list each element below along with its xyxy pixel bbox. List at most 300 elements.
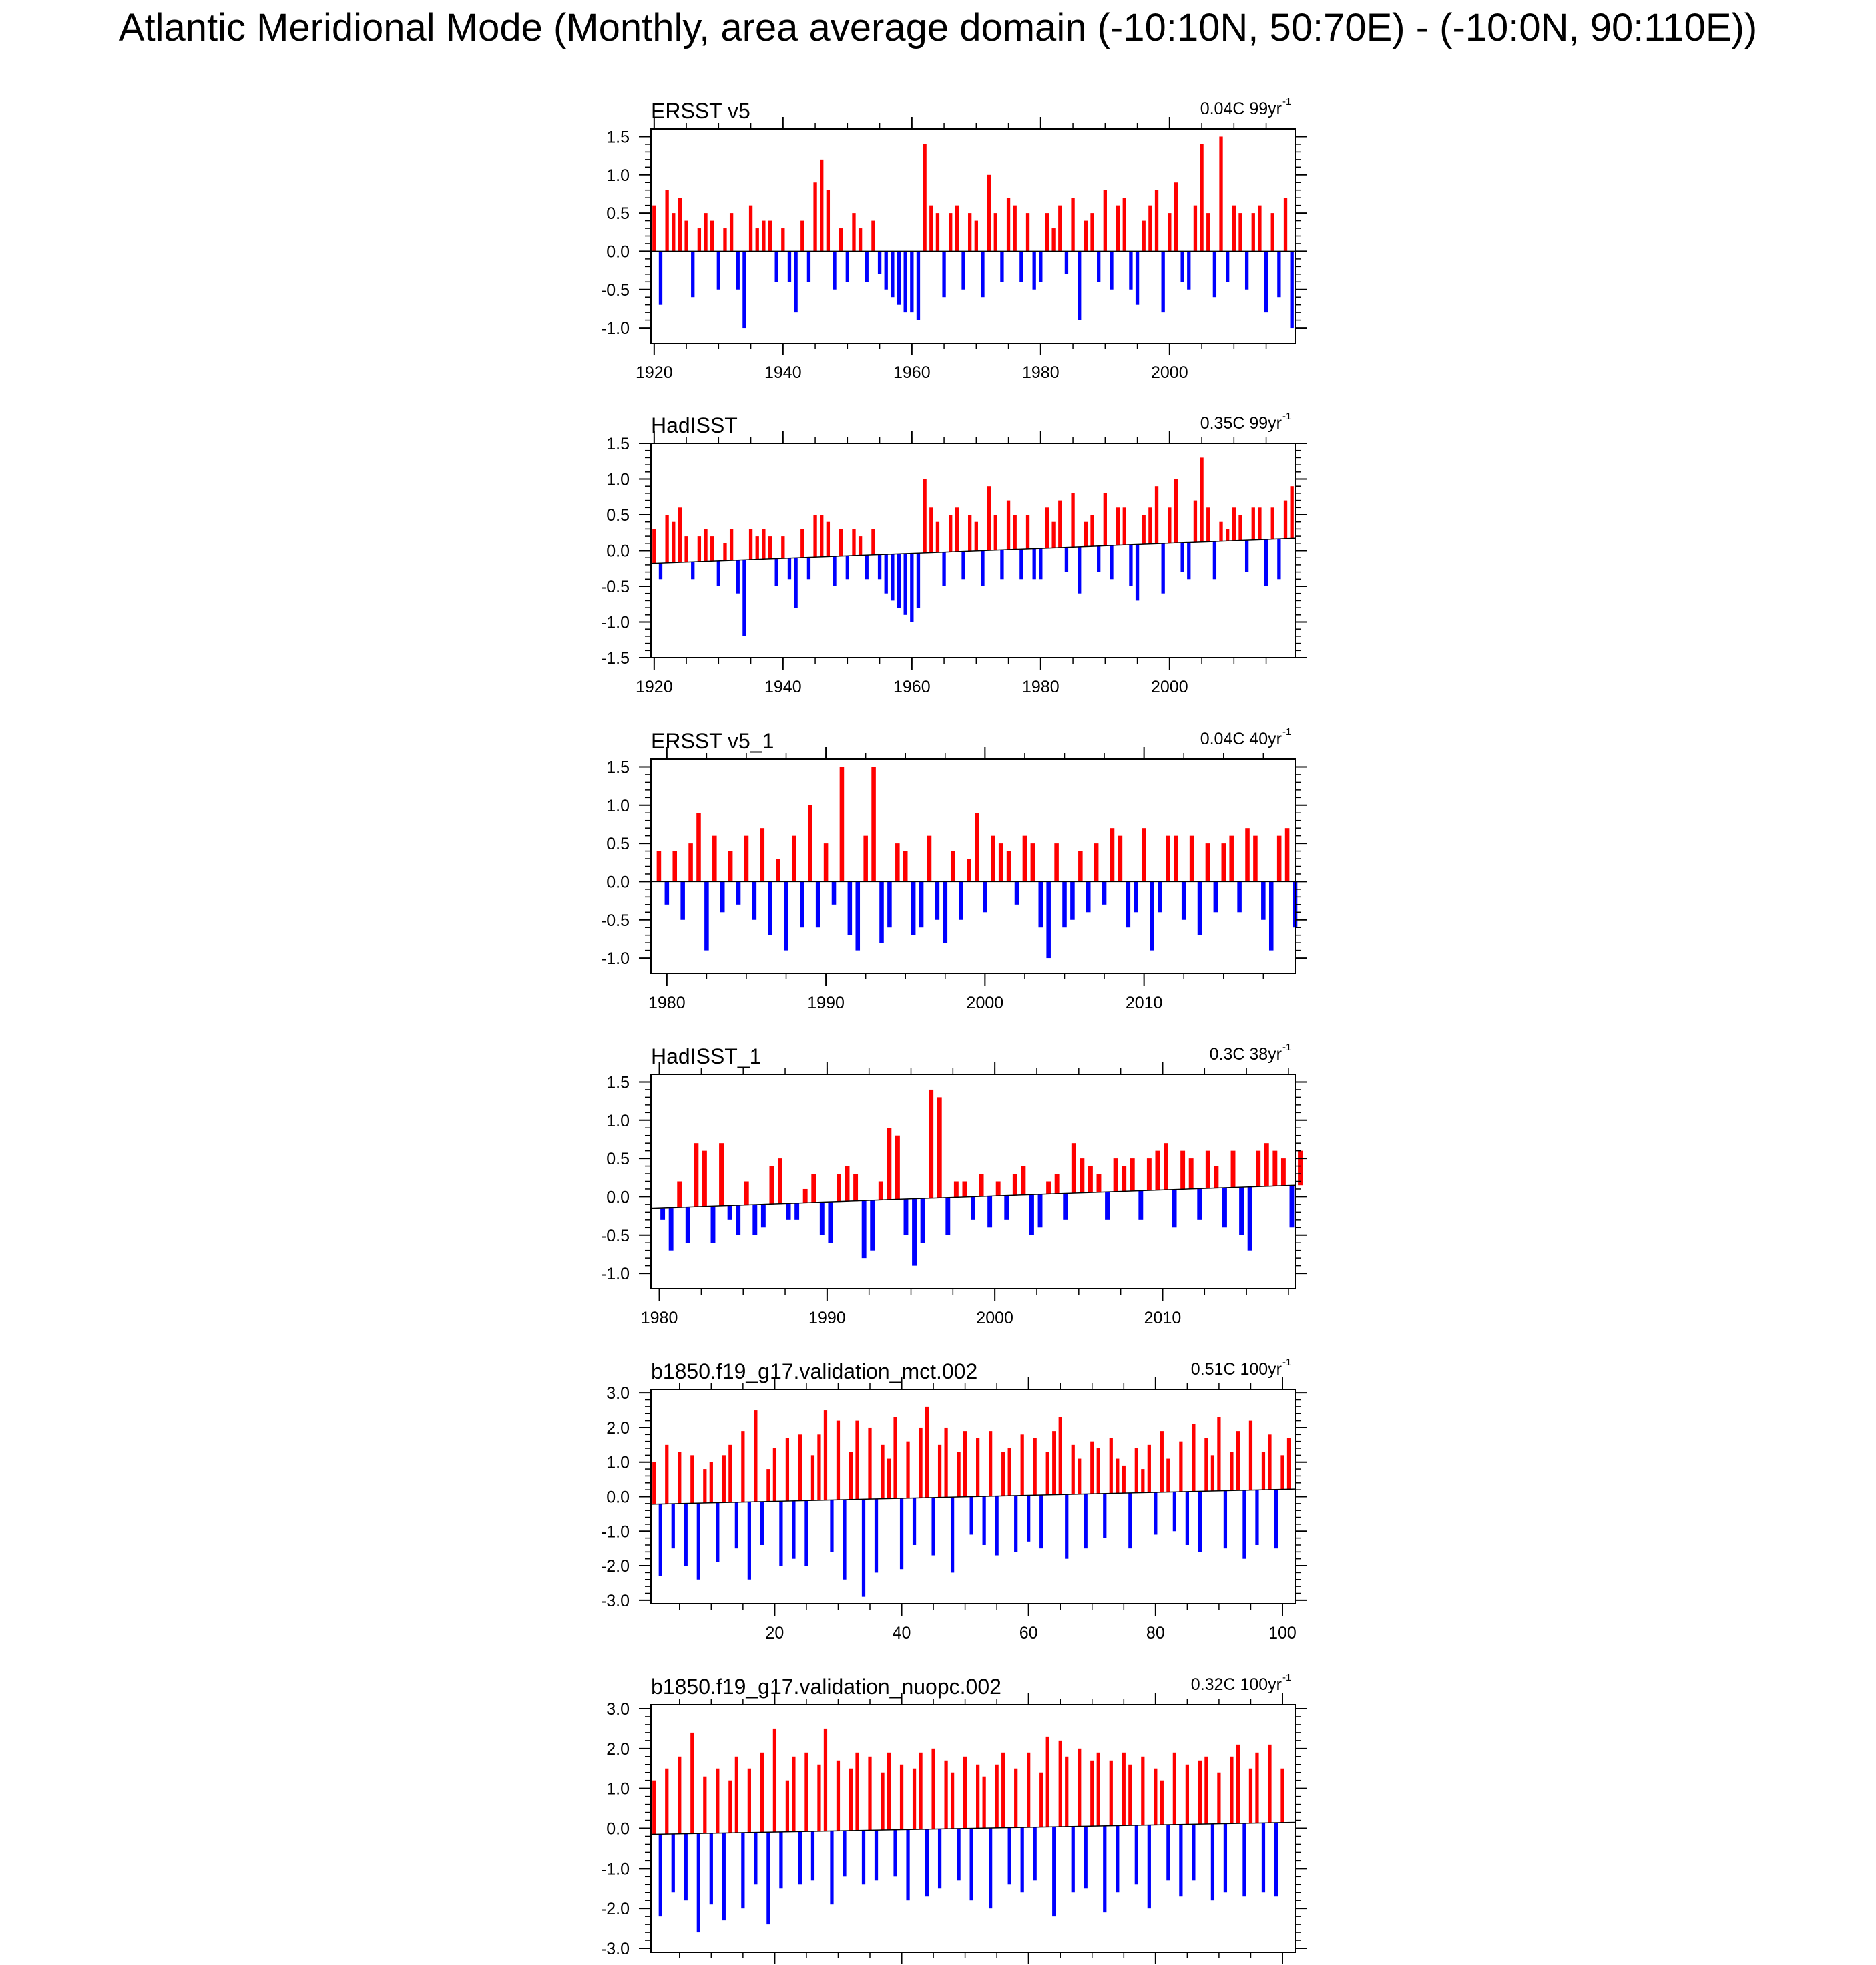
positive-bar	[730, 529, 733, 560]
trend-exponent: -1	[1282, 411, 1292, 422]
positive-bar	[1142, 221, 1146, 252]
positive-bar	[837, 1174, 841, 1202]
positive-bar	[994, 515, 997, 550]
panel-title: HadISST_1	[651, 1044, 762, 1068]
negative-bar	[754, 1833, 757, 1885]
negative-bar	[1198, 881, 1202, 935]
trend-exponent: -1	[1282, 96, 1292, 107]
positive-bar	[769, 1166, 774, 1205]
negative-bar	[913, 1498, 916, 1545]
positive-bar	[728, 1445, 732, 1502]
positive-bar	[881, 1773, 884, 1830]
negative-bar	[1065, 251, 1068, 274]
positive-bar	[1291, 486, 1294, 538]
positive-bar	[762, 529, 765, 559]
positive-bar	[868, 1757, 871, 1831]
positive-bar	[1168, 213, 1171, 251]
negative-bar	[828, 1203, 833, 1243]
negative-bar	[1291, 251, 1294, 328]
positive-bar	[1206, 1151, 1210, 1189]
x-tick-label: 2000	[976, 1309, 1013, 1327]
negative-bar	[921, 1199, 925, 1243]
positive-bar	[672, 851, 677, 882]
negative-bar	[832, 881, 837, 904]
positive-bar	[1277, 836, 1282, 882]
positive-bar	[786, 1781, 789, 1832]
positive-bar	[989, 1431, 992, 1496]
positive-bar	[792, 1757, 795, 1832]
x-tick-label: 2000	[1151, 678, 1188, 696]
negative-bar	[897, 251, 901, 304]
positive-bar	[1013, 515, 1017, 550]
negative-bar	[1136, 544, 1139, 600]
negative-bar	[981, 251, 984, 297]
positive-bar	[1141, 1469, 1144, 1492]
positive-bar	[955, 507, 959, 552]
negative-bar	[1063, 1194, 1068, 1220]
negative-bar	[862, 1830, 865, 1884]
negative-bar	[875, 1830, 878, 1880]
positive-bar	[1189, 1158, 1194, 1189]
positive-bar	[859, 536, 862, 556]
negative-bar	[987, 1196, 992, 1227]
positive-bar	[728, 851, 733, 882]
negative-bar	[931, 1498, 935, 1556]
positive-bar	[817, 1434, 820, 1500]
positive-bar	[852, 213, 855, 251]
positive-bar	[1160, 1781, 1164, 1825]
negative-bar	[659, 1504, 662, 1576]
positive-bar	[1155, 486, 1158, 543]
negative-bar	[684, 1504, 688, 1566]
negative-bar	[1126, 881, 1131, 927]
negative-bar	[1182, 881, 1186, 919]
positive-bar	[991, 836, 995, 882]
positive-bar	[1007, 198, 1010, 251]
negative-bar	[1033, 251, 1036, 289]
negative-bar	[752, 1205, 757, 1235]
positive-bar	[1058, 501, 1062, 548]
negative-bar	[951, 1497, 954, 1572]
negative-bar	[904, 1200, 909, 1235]
negative-bar	[893, 1830, 897, 1877]
positive-bar	[1039, 1773, 1043, 1827]
positive-bar	[1084, 522, 1088, 547]
positive-bar	[1194, 206, 1197, 252]
positive-bar	[800, 529, 804, 558]
y-tick-label: -2.0	[600, 1557, 630, 1576]
negative-bar	[887, 881, 892, 927]
negative-bar	[680, 881, 685, 919]
positive-bar	[853, 1174, 858, 1201]
x-tick-label: 40	[892, 1624, 911, 1643]
negative-bar	[1105, 1192, 1110, 1220]
positive-bar	[1179, 1442, 1182, 1492]
positive-bar	[871, 221, 875, 252]
positive-bar	[672, 213, 675, 251]
positive-bar	[937, 1097, 942, 1198]
positive-bar	[927, 836, 932, 882]
positive-bar	[665, 1445, 668, 1504]
negative-bar	[1004, 1196, 1009, 1220]
positive-bar	[1174, 182, 1178, 251]
positive-bar	[1090, 213, 1094, 251]
negative-bar	[1015, 881, 1019, 904]
negative-bar	[1072, 1827, 1075, 1893]
positive-bar	[1026, 515, 1029, 549]
positive-bar	[1230, 1452, 1233, 1490]
negative-bar	[1038, 1194, 1043, 1227]
negative-bar	[1046, 881, 1051, 958]
negative-bar	[1180, 543, 1184, 572]
negative-bar	[1084, 1494, 1088, 1548]
negative-bar	[910, 554, 913, 622]
negative-bar	[804, 1500, 808, 1566]
positive-bar	[1219, 522, 1222, 541]
negative-bar	[943, 881, 948, 943]
negative-bar	[846, 251, 849, 282]
trend-label: 0.04C 40yr	[1200, 730, 1282, 748]
positive-bar	[749, 529, 752, 560]
positive-bar	[1078, 1749, 1081, 1827]
negative-bar	[704, 881, 709, 950]
positive-bar	[1001, 1452, 1005, 1496]
positive-bar	[1116, 206, 1120, 252]
negative-bar	[779, 1832, 782, 1888]
positive-bar	[749, 206, 752, 252]
positive-bar	[893, 1417, 897, 1498]
negative-bar	[891, 554, 894, 601]
positive-bar	[1148, 507, 1152, 543]
y-tick-label: -1.0	[600, 1860, 630, 1879]
positive-bar	[979, 1174, 984, 1196]
positive-bar	[868, 1428, 871, 1499]
negative-bar	[1213, 251, 1216, 297]
positive-bar	[871, 529, 875, 555]
negative-bar	[798, 1831, 802, 1884]
positive-bar	[741, 1431, 744, 1502]
positive-bar	[1071, 198, 1074, 251]
positive-bar	[871, 767, 876, 881]
positive-bar	[665, 190, 668, 252]
negative-bar	[735, 1502, 738, 1548]
negative-bar	[1008, 1827, 1011, 1884]
negative-bar	[742, 560, 746, 636]
negative-bar	[794, 1203, 799, 1219]
negative-bar	[1261, 881, 1266, 919]
y-tick-label: 0.5	[606, 506, 630, 525]
y-tick-label: 1.0	[606, 166, 630, 185]
positive-bar	[1236, 1745, 1240, 1823]
positive-bar	[1090, 1442, 1094, 1494]
positive-bar	[839, 529, 843, 556]
positive-bar	[1173, 1753, 1176, 1825]
negative-bar	[1222, 1188, 1227, 1227]
negative-bar	[1038, 881, 1043, 927]
y-tick-label: -1.0	[600, 613, 630, 632]
positive-bar	[781, 228, 784, 251]
positive-bar	[813, 515, 816, 557]
positive-bar	[678, 1757, 681, 1834]
positive-bar	[684, 221, 688, 252]
positive-bar	[792, 836, 796, 882]
positive-bar	[1088, 1166, 1093, 1193]
positive-bar	[657, 851, 662, 882]
negative-bar	[736, 1206, 740, 1235]
positive-bar	[1033, 1438, 1037, 1495]
negative-bar	[736, 881, 741, 904]
positive-bar	[665, 515, 668, 563]
positive-bar	[798, 1434, 802, 1500]
negative-bar	[917, 251, 920, 320]
negative-bar	[1211, 1824, 1214, 1901]
positive-bar	[768, 536, 772, 559]
negative-bar	[904, 554, 907, 615]
positive-bar	[678, 507, 682, 562]
positive-bar	[957, 1452, 960, 1497]
negative-bar	[1033, 548, 1036, 579]
positive-bar	[652, 206, 656, 252]
negative-bar	[865, 555, 869, 579]
negative-bar	[1197, 1189, 1202, 1220]
negative-bar	[1103, 1494, 1106, 1538]
positive-bar	[849, 1769, 853, 1831]
positive-bar	[1052, 1431, 1056, 1494]
positive-bar	[1080, 1158, 1084, 1193]
negative-bar	[1264, 251, 1268, 312]
positive-bar	[760, 1753, 764, 1833]
negative-bar	[710, 1833, 713, 1904]
negative-bar	[846, 556, 849, 579]
positive-bar	[1071, 493, 1074, 547]
negative-bar	[904, 251, 907, 312]
positive-bar	[1046, 1737, 1049, 1827]
negative-bar	[1116, 1825, 1119, 1892]
negative-bar	[1245, 540, 1248, 572]
negative-bar	[775, 251, 778, 282]
negative-bar	[1186, 1492, 1189, 1545]
positive-bar	[808, 805, 812, 882]
trend-exponent: -1	[1282, 1042, 1292, 1053]
negative-bar	[1162, 251, 1165, 312]
positive-bar	[1192, 1424, 1195, 1492]
negative-bar	[870, 1200, 875, 1250]
negative-bar	[711, 1207, 716, 1243]
negative-bar	[1110, 545, 1113, 579]
positive-bar	[702, 1151, 707, 1207]
y-tick-label: 1.0	[606, 470, 630, 489]
positive-bar	[1122, 1466, 1126, 1493]
y-tick-label: -1.5	[600, 649, 630, 668]
positive-bar	[1280, 1455, 1284, 1489]
negative-bar	[879, 881, 884, 943]
y-tick-label: -1.0	[600, 1265, 630, 1284]
negative-bar	[1277, 539, 1280, 579]
positive-bar	[968, 515, 971, 551]
positive-bar	[1214, 1166, 1218, 1188]
positive-bar	[1281, 1158, 1286, 1186]
positive-bar	[879, 1182, 883, 1200]
positive-bar	[1206, 507, 1210, 541]
positive-bar	[824, 843, 829, 881]
negative-bar	[1245, 251, 1248, 289]
negative-bar	[1274, 1823, 1278, 1897]
positive-bar	[1238, 515, 1242, 540]
positive-bar	[1135, 1448, 1138, 1493]
positive-bar	[1230, 1757, 1233, 1823]
negative-bar	[807, 558, 810, 580]
positive-bar	[994, 213, 997, 251]
positive-bar	[1272, 1151, 1277, 1186]
positive-bar	[963, 1757, 967, 1829]
y-tick-label: 1.5	[606, 758, 630, 777]
positive-bar	[1204, 1757, 1208, 1824]
positive-bar	[919, 1428, 922, 1498]
positive-bar	[1045, 507, 1049, 548]
negative-bar	[1000, 251, 1003, 282]
positive-bar	[1262, 1452, 1265, 1490]
negative-bar	[697, 1833, 700, 1932]
positive-bar	[1154, 1769, 1157, 1825]
negative-bar	[788, 251, 791, 282]
positive-bar	[1147, 1158, 1152, 1190]
positive-bar	[1046, 1452, 1049, 1495]
positive-bar	[820, 160, 823, 252]
trend-label: 0.35C 99yr	[1200, 414, 1282, 433]
negative-bar	[925, 1829, 929, 1897]
positive-bar	[704, 213, 707, 251]
positive-bar	[895, 1136, 900, 1200]
positive-bar	[1249, 1421, 1252, 1490]
x-tick-label: 1980	[640, 1309, 678, 1327]
negative-bar	[794, 558, 797, 608]
positive-bar	[1231, 1151, 1236, 1188]
positive-bar	[723, 228, 726, 251]
negative-bar	[1187, 251, 1190, 289]
negative-bar	[691, 562, 694, 579]
negative-bar	[878, 251, 881, 274]
negative-bar	[1187, 542, 1190, 579]
positive-bar	[1123, 198, 1126, 251]
negative-bar	[691, 251, 694, 297]
positive-bar	[968, 213, 971, 251]
positive-bar	[938, 1445, 941, 1498]
positive-bar	[710, 221, 714, 252]
negative-bar	[816, 881, 820, 927]
negative-bar	[911, 881, 916, 935]
positive-bar	[1206, 213, 1210, 251]
negative-bar	[833, 556, 836, 586]
positive-bar	[762, 221, 765, 252]
positive-bar	[684, 536, 688, 562]
negative-bar	[983, 1496, 986, 1545]
positive-bar	[1054, 843, 1059, 881]
positive-bar	[863, 836, 868, 882]
positive-bar	[1097, 1174, 1102, 1192]
positive-bar	[756, 536, 759, 560]
positive-bar	[1110, 1438, 1113, 1493]
positive-bar	[1104, 190, 1107, 252]
positive-bar	[855, 1421, 859, 1500]
negative-bar	[897, 554, 901, 608]
negative-bar	[1242, 1823, 1246, 1897]
y-tick-label: 2.0	[606, 1418, 630, 1438]
panel-4	[601, 1042, 1307, 1327]
negative-bar	[1014, 1496, 1017, 1552]
negative-bar	[741, 1833, 744, 1908]
negative-bar	[660, 1209, 665, 1220]
trend-exponent: -1	[1282, 1357, 1292, 1368]
positive-bar	[1055, 1174, 1060, 1194]
x-tick-label: 2010	[1144, 1309, 1182, 1327]
positive-bar	[976, 1438, 979, 1496]
negative-bar	[1173, 1492, 1176, 1531]
positive-bar	[665, 1769, 668, 1834]
positive-bar	[1264, 1143, 1269, 1186]
positive-bar	[1268, 1434, 1271, 1489]
positive-bar	[855, 1753, 859, 1831]
positive-bar	[999, 843, 1003, 881]
negative-bar	[788, 558, 791, 579]
positive-bar	[976, 1765, 979, 1828]
negative-bar	[1097, 546, 1100, 572]
positive-bar	[839, 228, 843, 251]
positive-bar	[1155, 1151, 1160, 1190]
negative-bar	[935, 881, 940, 919]
positive-bar	[1236, 1431, 1240, 1490]
positive-bar	[773, 1448, 776, 1502]
y-tick-label: -0.5	[600, 911, 630, 930]
positive-bar	[1007, 501, 1010, 550]
positive-bar	[719, 1143, 724, 1206]
negative-bar	[995, 1496, 999, 1556]
negative-bar	[900, 1498, 903, 1569]
positive-bar	[1211, 1455, 1214, 1490]
positive-bar	[931, 1749, 935, 1829]
positive-bar	[748, 1769, 751, 1833]
positive-bar	[1090, 515, 1094, 546]
positive-bar	[1001, 1753, 1005, 1828]
positive-bar	[703, 1469, 706, 1503]
positive-bar	[929, 1090, 933, 1198]
positive-bar	[1122, 1166, 1126, 1192]
positive-bar	[1180, 1151, 1185, 1190]
positive-bar	[967, 859, 971, 881]
x-tick-label: 1940	[764, 678, 802, 696]
y-tick-label: -1.0	[600, 319, 630, 339]
negative-bar	[1239, 1187, 1244, 1235]
positive-bar	[710, 536, 714, 561]
negative-bar	[1129, 545, 1132, 586]
negative-bar	[957, 1829, 960, 1881]
negative-bar	[760, 1502, 764, 1545]
positive-bar	[1123, 507, 1126, 545]
positive-bar	[955, 206, 959, 252]
negative-bar	[942, 552, 945, 586]
positive-bar	[811, 1174, 816, 1203]
positive-bar	[1021, 1434, 1024, 1495]
positive-bar	[730, 213, 733, 251]
negative-bar	[684, 1834, 688, 1901]
positive-bar	[712, 836, 717, 882]
negative-bar	[1226, 251, 1229, 282]
negative-bar	[1052, 1827, 1056, 1916]
y-tick-label: 0.0	[606, 1188, 630, 1207]
positive-bar	[811, 1455, 814, 1500]
positive-bar	[837, 1421, 840, 1500]
positive-bar	[1013, 206, 1017, 252]
negative-bar	[659, 251, 662, 304]
